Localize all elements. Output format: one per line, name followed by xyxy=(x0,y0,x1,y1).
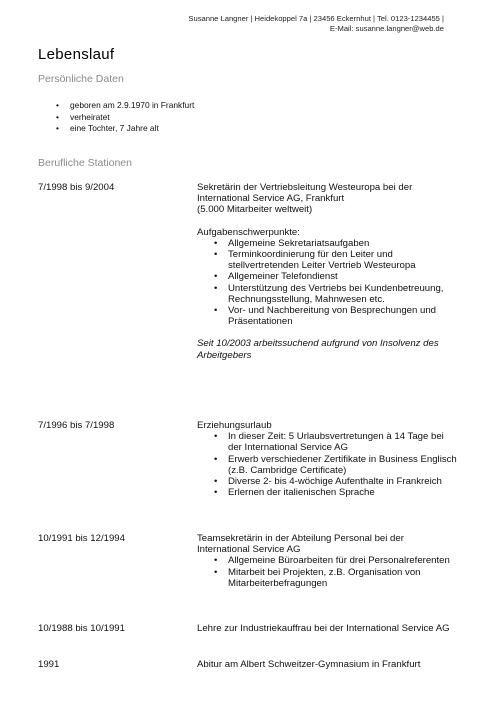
task-list xyxy=(197,431,457,498)
page-title: Lebenslauf xyxy=(38,46,115,63)
list-item: • Allgemeiner Telefondienst xyxy=(197,271,457,282)
entry-line: Sekretärin der Vertriebsleitung Westeuropa bei der International Service AG, Frankfurt xyxy=(197,182,413,205)
entry-subheading: Aufgabenschwerpunkte: xyxy=(197,226,300,238)
list-item: • Diverse 2- bis 4-wöchige Aufenthalte in Frankreich xyxy=(197,476,457,487)
entry-line: Erziehungsurlaub xyxy=(197,420,272,431)
list-item: • geboren am 2.9.1970 in Frankfurt xyxy=(52,100,194,112)
entry-description xyxy=(197,533,457,589)
entry-line: (5.000 Mitarbeiter weltweit) xyxy=(197,204,313,216)
entry-date: 10/1988 bis 10/1991 xyxy=(38,623,125,634)
section-heading-personal: Persönliche Daten xyxy=(38,73,124,85)
list-item: • Unterstützung des Vertriebs bei Kundenbetreuung, Rechnungsstellung, Mahnwesen etc. xyxy=(197,283,457,305)
entry-line: Teamsekretärin in der Abteilung Personal bei der International Service AG xyxy=(197,533,404,556)
entry-date: 7/1996 bis 7/1998 xyxy=(38,420,115,431)
list-item: • Vor- und Nachbereitung von Besprechungen und Präsentationen xyxy=(197,305,457,327)
list-item: • Allgemeine Sekretariatsaufgaben xyxy=(197,238,457,249)
list-item: • Mitarbeit bei Projekten, z.B. Organisation von Mitarbeiterbefragungen xyxy=(197,567,457,589)
contact-header xyxy=(188,14,444,34)
list-item: • Allgemeine Büroarbeiten für drei Personalreferenten xyxy=(197,555,457,566)
task-list xyxy=(197,555,457,589)
contact-line-email: E-Mail: susanne.langner@web.de xyxy=(329,24,444,33)
list-item: • Erwerb verschiedener Zertifikate in Business Englisch (z.B. Cambridge Certificate) xyxy=(197,454,457,476)
entry-description xyxy=(197,182,457,361)
entry-date: 7/1998 bis 9/2004 xyxy=(38,182,115,193)
entry-line: Lehre zur Industriekauffrau bei der International Service AG xyxy=(197,623,450,634)
entry-line: Abitur am Albert Schweitzer-Gymnasium in Frankfurt xyxy=(197,659,421,670)
entry-description xyxy=(197,623,457,634)
personal-data-list xyxy=(52,100,194,135)
entry-note: Seit 10/2003 arbeitssuchend aufgrund von Insolvenz des Arbeitgebers xyxy=(197,338,439,361)
contact-line-address: Susanne Langner | Heidekoppel 7a | 23456 Eckernhut | Tel. 0123-1234455 | xyxy=(188,14,444,23)
task-list xyxy=(197,238,457,328)
list-item: • verheiratet xyxy=(52,112,194,124)
entry-description xyxy=(197,659,457,670)
entry-date: 1991 xyxy=(38,659,60,670)
entry-description xyxy=(197,420,457,498)
list-item: • In dieser Zeit: 5 Urlaubsvertretungen à 14 Tage bei der International Service AG xyxy=(197,431,457,453)
entry-date: 10/1991 bis 12/1994 xyxy=(38,533,125,544)
section-heading-career: Berufliche Stationen xyxy=(38,157,132,169)
list-item: • Erlernen der italienischen Sprache xyxy=(197,487,457,498)
list-item: • Terminkoordinierung für den Leiter und stellvertretenden Leiter Vertrieb Westeuropa xyxy=(197,249,457,271)
list-item: • eine Tochter, 7 Jahre alt xyxy=(52,123,194,135)
